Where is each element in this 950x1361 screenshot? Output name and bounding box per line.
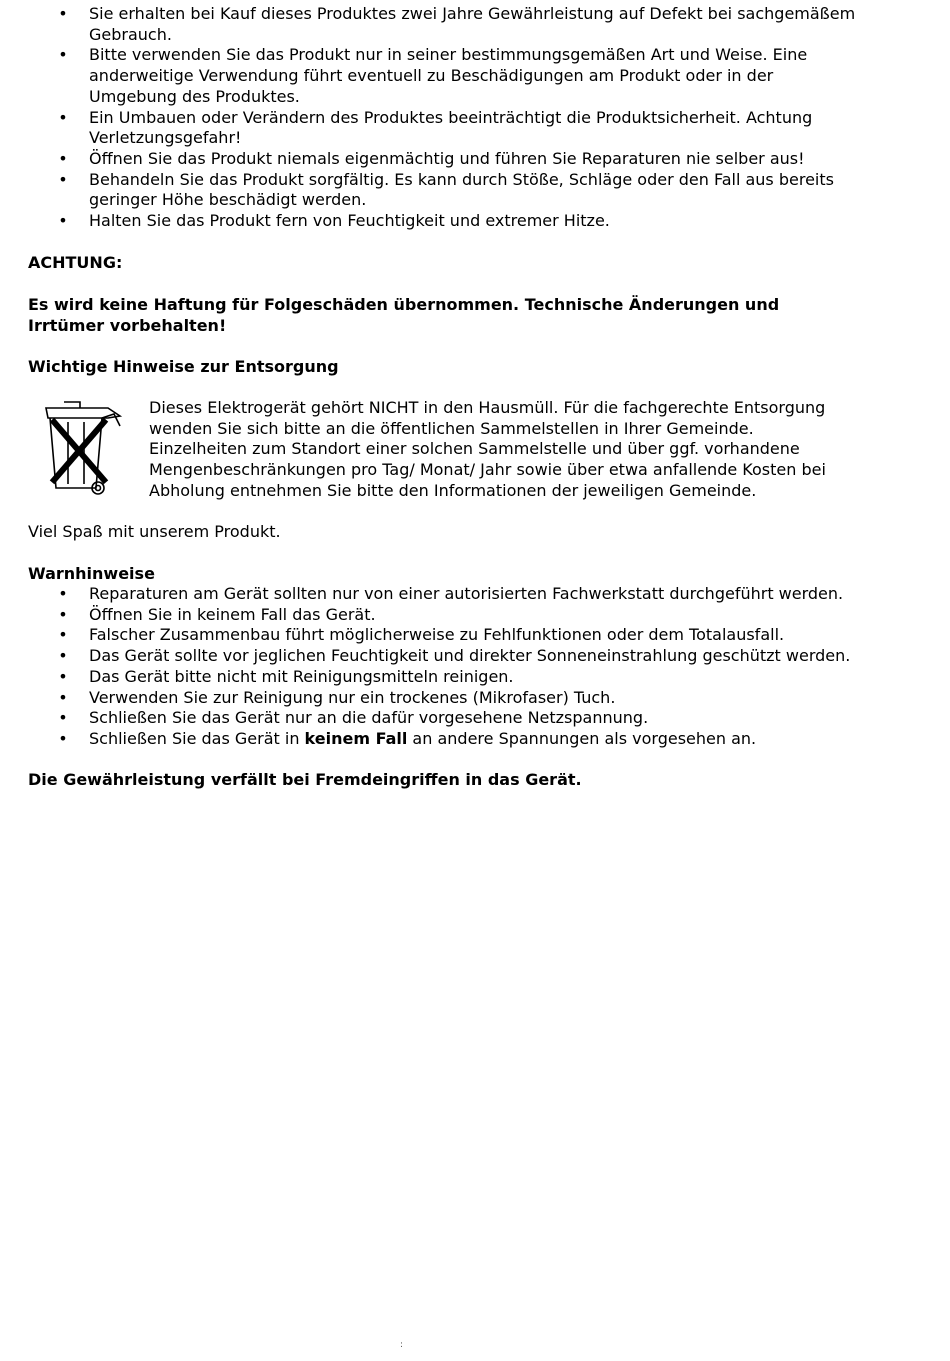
bullet-icon: • — [58, 708, 68, 728]
warnings-heading: Warnhinweise — [28, 564, 155, 583]
list-item — [0, 688, 864, 709]
achtung-heading: ACHTUNG: — [28, 253, 123, 272]
list-item — [0, 211, 864, 232]
bullet-icon: • — [58, 687, 68, 707]
bullet-icon: • — [58, 45, 68, 65]
disposal-heading: Wichtige Hinweise zur Entsorgung — [28, 357, 339, 376]
list-item-text-before: Schließen Sie das Gerät in — [89, 728, 305, 748]
warnings-bullet-list — [0, 584, 864, 750]
list-item — [0, 729, 864, 750]
list-item — [0, 625, 864, 646]
list-item — [0, 667, 864, 688]
list-item — [0, 170, 864, 211]
list-item-text: Das Gerät bitte nicht mit Reinigungsmitteln reinigen. — [89, 666, 514, 686]
list-item — [0, 149, 864, 170]
footer-mark: : — [400, 1340, 404, 1350]
bullet-icon: • — [58, 728, 68, 748]
list-item — [0, 108, 864, 149]
list-item-text: Öffnen Sie das Produkt niemals eigenmächtig und führen Sie Reparaturen nie selber aus! — [89, 148, 805, 168]
list-item — [0, 708, 864, 729]
list-item-text: Falscher Zusammenbau führt möglicherweise zu Fehlfunktionen oder dem Totalausfall. — [89, 625, 785, 645]
list-item-text: Bitte verwenden Sie das Produkt nur in seiner bestimmungsgemäßen Art und Weise. Eine anderweitige Verwendung führt eventuell zu Beschädigungen am Produkt oder in der Umgebung des Produktes. — [89, 45, 808, 106]
bullet-icon: • — [58, 107, 68, 127]
bullet-icon: • — [58, 584, 68, 603]
bullet-icon: • — [58, 211, 68, 231]
crossed-out-wheelie-bin-icon — [38, 396, 128, 498]
list-item — [0, 605, 864, 626]
bullet-icon: • — [58, 666, 68, 686]
bullet-icon: • — [58, 148, 68, 168]
bullet-icon: • — [58, 4, 68, 23]
list-item — [0, 45, 864, 107]
bullet-icon: • — [58, 646, 68, 666]
list-item-text: Ein Umbauen oder Verändern des Produktes beeinträchtigt die Produktsicherheit. Achtung Verletzungsgefahr! — [89, 107, 813, 148]
list-item-text: Öffnen Sie in keinem Fall das Gerät. — [89, 604, 376, 624]
list-item-text: Reparaturen am Gerät sollten nur von einer autorisierten Fachwerkstatt durchgeführt werden. — [89, 584, 844, 603]
list-item — [0, 4, 864, 45]
emphasis-text: keinem Fall — [304, 728, 408, 748]
list-item-text-after: an andere Spannungen als vorgesehen an. — [407, 728, 757, 748]
list-item-text: Behandeln Sie das Produkt sorgfältig. Es kann durch Stöße, Schläge oder den Fall aus bereits geringer Höhe beschädigt werden. — [89, 169, 834, 210]
safety-bullet-list — [0, 4, 864, 232]
bullet-icon: • — [58, 625, 68, 645]
list-item-text: Verwenden Sie zur Reinigung nur ein trockenes (Mikrofaser) Tuch. — [89, 687, 616, 707]
bullet-icon: • — [58, 169, 68, 189]
list-item — [0, 584, 864, 605]
list-item — [0, 646, 864, 667]
list-item-text: Schließen Sie das Gerät nur an die dafür vorgesehene Netzspannung. — [89, 708, 649, 728]
closing-line: Viel Spaß mit unserem Produkt. — [28, 522, 281, 541]
list-item-text: Das Gerät sollte vor jeglichen Feuchtigkeit und direkter Sonneneinstrahlung geschützt werden. — [89, 646, 851, 666]
list-item-text: Halten Sie das Produkt fern von Feuchtigkeit und extremer Hitze. — [89, 211, 610, 231]
warranty-void-notice: Die Gewährleistung verfällt bei Fremdeingriffen in das Gerät. — [28, 770, 582, 789]
bullet-icon: • — [58, 604, 68, 624]
disposal-text: Dieses Elektrogerät gehört NICHT in den Hausmüll. Für die fachgerechte Entsorgung wenden Sie sich bitte an die öffentlichen Sammelstellen in Ihrer Gemeinde. Einzelheiten zum Standort einer solchen Sammelstelle und über ggf. vorhandene Mengenbeschränkungen pro Tag/ Monat/ Jahr sowie über etwa anfallende Kosten bei Abholung entnehmen Sie bitte den Informationen der jeweiligen Gemeinde. — [149, 398, 826, 500]
list-item-text: Sie erhalten bei Kauf dieses Produktes zwei Jahre Gewährleistung auf Defekt bei sachgemäßem Gebrauch. — [89, 4, 856, 44]
liability-notice: Es wird keine Haftung für Folgeschäden übernommen. Technische Änderungen und Irrtümer vorbehalten! — [28, 295, 780, 335]
